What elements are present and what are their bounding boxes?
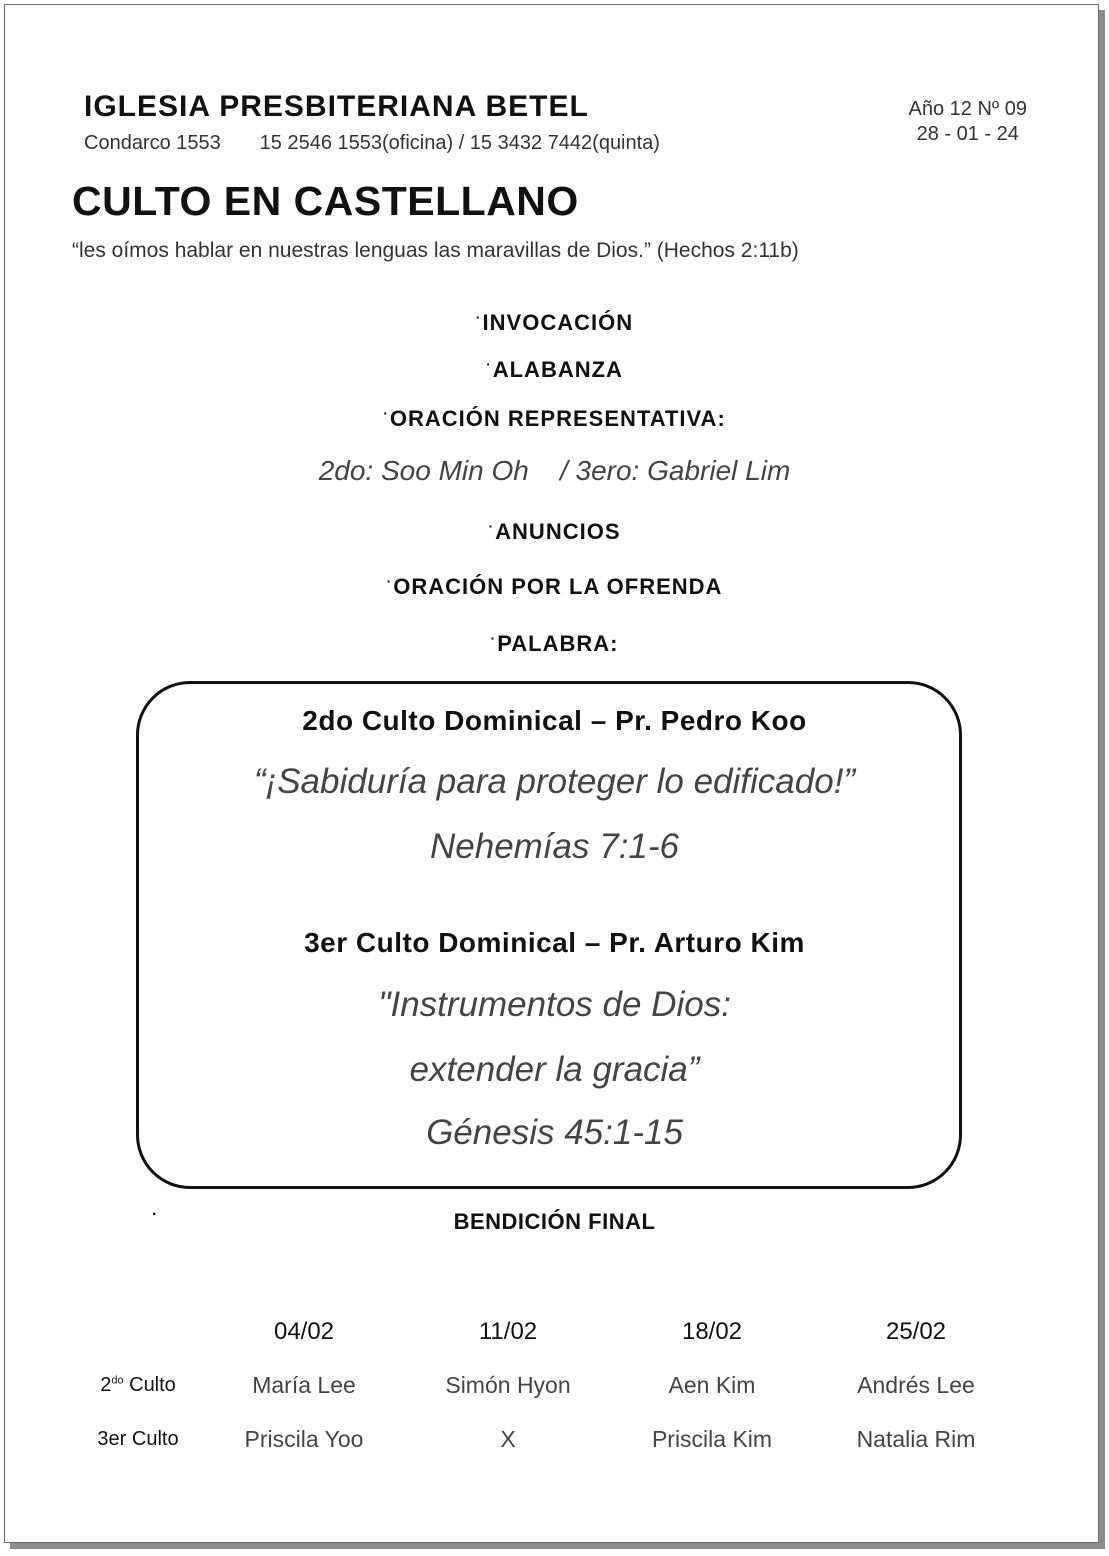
schedule-date: 04/02: [273, 1318, 335, 1345]
issue-date: 28 - 01 - 24: [916, 123, 1019, 145]
schedule-cell: Aen Kim: [668, 1372, 756, 1398]
third-service-heading: 3er Culto Dominical – Pr. Arturo Kim: [304, 927, 805, 958]
order-announcements: ·ANUNCIOS: [488, 518, 621, 544]
page-title: CULTO EN CASTELLANO: [72, 178, 579, 224]
schedule-cell: María Lee: [252, 1372, 356, 1398]
second-service-title: “¡Sabiduría para proteger lo edificado!”: [253, 762, 856, 801]
theme-verse: “les oímos hablar en nuestras lenguas las maravillas de Dios.” (Hechos 2:11b): [72, 239, 799, 262]
issue-info: [909, 97, 1028, 147]
schedule-cell: Priscila Yoo: [244, 1426, 364, 1452]
schedule-cell: Andrés Lee: [857, 1372, 975, 1398]
third-service-passage: Génesis 45:1-15: [426, 1113, 683, 1152]
church-contact: Condarco 1553 15 2546 1553(oficina) / 15 3432 7442(quinta): [84, 132, 660, 154]
second-service-heading: 2do Culto Dominical – Pr. Pedro Koo: [302, 705, 807, 736]
second-service-passage: Nehemías 7:1-6: [429, 827, 680, 866]
order-offering-prayer: ·ORACIÓN POR LA OFRENDA: [386, 573, 723, 599]
prayer-representatives: 2do: Soo Min Oh / 3ero: Gabriel Lim: [318, 455, 791, 486]
schedule-date: 11/02: [478, 1318, 538, 1345]
order-word: ·PALABRA:: [490, 630, 619, 656]
schedule-cell: X: [500, 1426, 516, 1452]
schedule-cell: Simón Hyon: [445, 1372, 571, 1398]
schedule-date: 18/02: [681, 1318, 743, 1345]
issue-number: Año 12 Nº 09: [908, 98, 1027, 120]
church-name: IGLESIA PRESBITERIANA BETEL: [84, 90, 589, 123]
order-invocation: ·INVOCACIÓN: [475, 309, 634, 335]
schedule-cell: Natalia Rim: [856, 1426, 976, 1452]
third-service-title-line2: extender la gracia”: [409, 1050, 700, 1089]
order-praise: ·ALABANZA: [486, 356, 623, 382]
schedule-cell: Priscila Kim: [651, 1426, 773, 1452]
order-prayer: ·ORACIÓN REPRESENTATIVA:: [383, 405, 726, 431]
schedule-date: 25/02: [885, 1318, 947, 1345]
schedule-row-label-2do: $2^{do}$ Culto: [100, 1374, 176, 1396]
third-service-title-line1: "Instrumentos de Dios:: [378, 985, 731, 1024]
order-benediction: BENDICIÓN FINAL: [453, 1209, 656, 1234]
schedule-row-label-3er: 3er Culto: [97, 1428, 179, 1450]
benediction-dot: ·: [152, 1206, 158, 1223]
